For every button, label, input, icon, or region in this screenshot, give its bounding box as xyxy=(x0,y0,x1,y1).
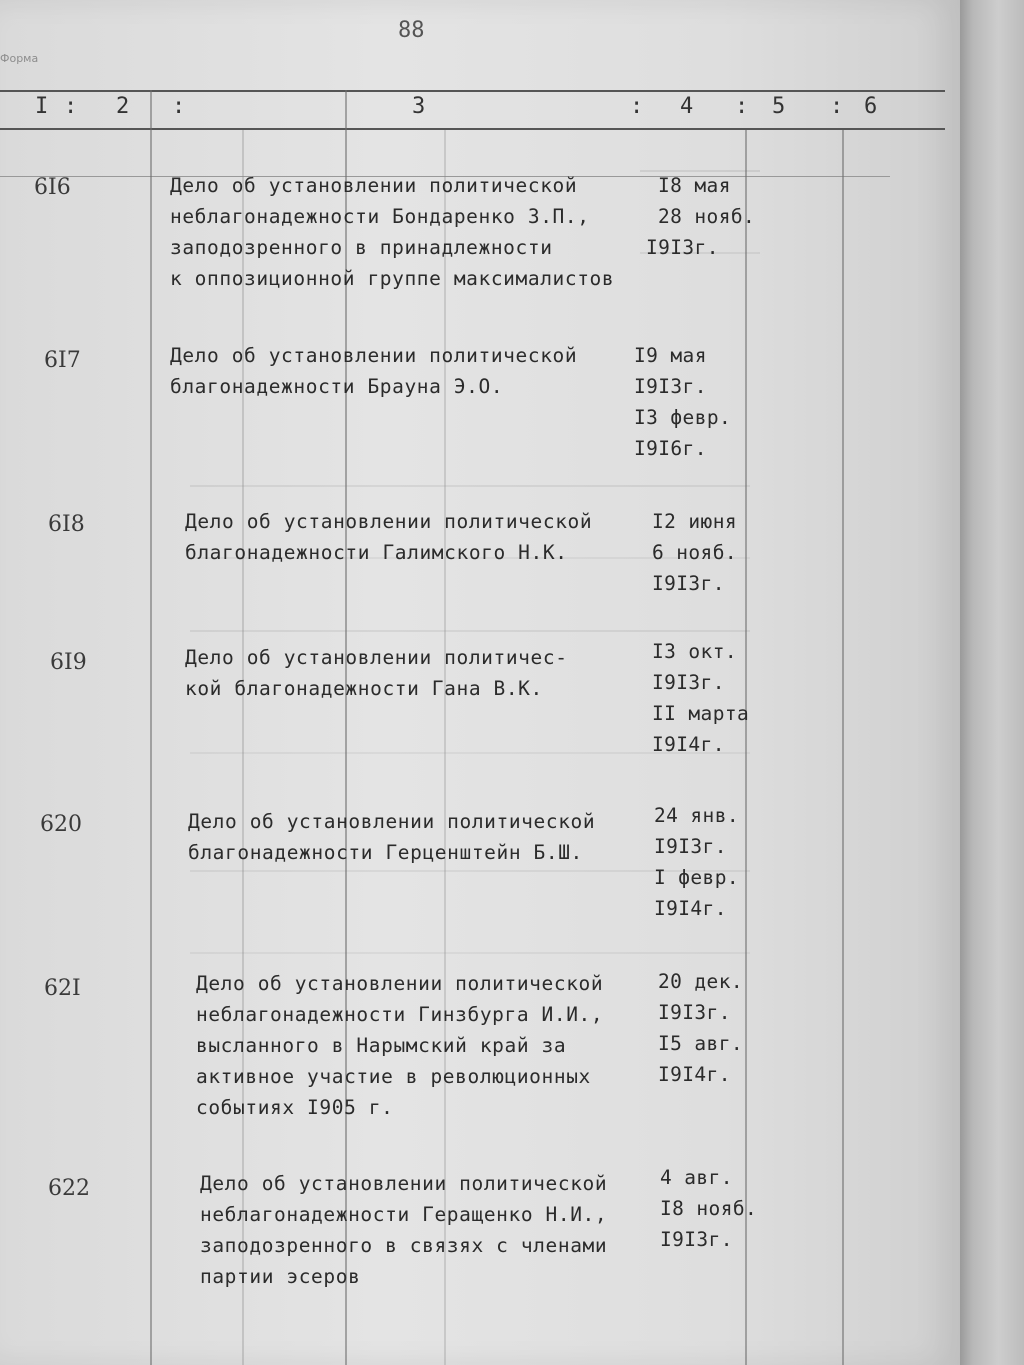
entry-date-line: 20 дек. xyxy=(658,970,743,993)
entry-date-line: I9I4г. xyxy=(654,897,727,920)
entry-number: 6I8 xyxy=(48,512,85,537)
entry-title-line: Дело об установлении политичес- xyxy=(185,646,568,669)
column-separator: : xyxy=(830,94,844,119)
entry-number: 6I9 xyxy=(50,650,87,675)
entry-date-line: I9I6г. xyxy=(634,437,707,460)
header-top-rule xyxy=(0,90,945,92)
entry-title-line: Дело об установлении политической xyxy=(185,510,593,533)
entry-number: 6I7 xyxy=(44,348,81,373)
entry-date-line: II марта xyxy=(652,702,750,725)
entry-dates xyxy=(654,800,739,924)
entry-date-line: I8 мая xyxy=(658,174,731,197)
entry-title xyxy=(170,340,577,402)
entry-title-line: высланного в Нарымский край за xyxy=(196,1034,567,1057)
entry-title xyxy=(200,1168,607,1292)
column-separator: : xyxy=(630,94,644,119)
entry-date-line: 28 нояб. xyxy=(658,205,756,228)
entry-date-line: I9 мая xyxy=(634,344,707,367)
entry-date-line: I9I3г. xyxy=(654,835,727,858)
entry-dates xyxy=(660,1162,757,1255)
entry-date-line: I9I3г. xyxy=(646,236,719,259)
entry-title-line: кой благонадежности Гана В.К. xyxy=(185,677,543,700)
entry-date-line: 24 янв. xyxy=(654,804,739,827)
entry-title-line: неблагонадежности Геращенко Н.И., xyxy=(200,1203,608,1226)
page-number: 88 xyxy=(398,18,425,43)
entry-date-line: I9I4г. xyxy=(658,1063,731,1086)
page-edge xyxy=(960,0,1024,1365)
column-number-4: 4 xyxy=(680,94,694,119)
column-separator: : xyxy=(172,94,186,119)
entry-title-line: Дело об установлении политической xyxy=(170,174,578,197)
entry-title-line: партии эсеров xyxy=(200,1265,361,1288)
column-divider xyxy=(842,130,844,1365)
entry-title-line: к оппозиционной группе максималистов xyxy=(170,267,615,290)
form-stub-label: Форма xyxy=(0,52,39,65)
entry-title xyxy=(185,642,568,704)
entry-title-line: заподозренного в связях с членами xyxy=(200,1234,608,1257)
entry-title-line: событиях I905 г. xyxy=(196,1096,394,1119)
header-bottom-rule xyxy=(0,128,945,130)
entry-title xyxy=(196,968,603,1123)
column-separator: : xyxy=(735,94,749,119)
column-number-2: 2 xyxy=(116,94,130,119)
column-number-5: 5 xyxy=(772,94,786,119)
entry-date-line: I9I3г. xyxy=(634,375,707,398)
entry-dates xyxy=(652,636,749,760)
entry-title xyxy=(185,506,592,568)
column-separator: : xyxy=(64,94,78,119)
column-number-1: I xyxy=(35,94,49,119)
entry-title-line: благонадежности Герценштейн Б.Ш. xyxy=(188,841,583,864)
entry-date-line: I февр. xyxy=(654,866,739,889)
entry-title-line: Дело об установлении политической xyxy=(170,344,578,367)
entry-date-line: I9I4г. xyxy=(652,733,725,756)
entry-title xyxy=(188,806,595,868)
entry-dates xyxy=(658,966,743,1090)
entry-title-line: неблагонадежности Бондаренко З.П., xyxy=(170,205,590,228)
entry-date-line: I8 нояб. xyxy=(660,1197,758,1220)
entry-title xyxy=(170,170,614,294)
entry-number: 620 xyxy=(40,812,82,837)
column-divider xyxy=(150,90,152,1365)
entry-date-line: I5 авг. xyxy=(658,1032,743,1055)
entry-number: 6I6 xyxy=(34,175,71,200)
entry-title-line: неблагонадежности Гинзбурга И.И., xyxy=(196,1003,604,1026)
entry-title-line: Дело об установлении политической xyxy=(200,1172,608,1195)
entry-date-line: I3 февр. xyxy=(634,406,732,429)
entry-date-line: I3 окт. xyxy=(652,640,737,663)
entry-title-line: благонадежности Галимского Н.К. xyxy=(185,541,568,564)
entry-date-line: I9I3г. xyxy=(652,671,725,694)
entry-date-line: 6 нояб. xyxy=(652,541,737,564)
entry-title-line: заподозренного в принадлежности xyxy=(170,236,553,259)
entry-date-line: I9I3г. xyxy=(658,1001,731,1024)
column-number-3: 3 xyxy=(412,94,426,119)
entry-date-line: 4 авг. xyxy=(660,1166,733,1189)
entry-date-line: I9I3г. xyxy=(652,572,725,595)
entry-date-line: I9I3г. xyxy=(660,1228,733,1251)
entry-title-line: Дело об установлении политической xyxy=(188,810,596,833)
entry-dates xyxy=(634,340,731,464)
entry-number: 62I xyxy=(44,976,81,1001)
entry-number: 622 xyxy=(48,1176,90,1201)
entry-dates xyxy=(646,170,756,263)
entry-title-line: Дело об установлении политической xyxy=(196,972,604,995)
entry-dates xyxy=(652,506,737,599)
entry-date-line: I2 июня xyxy=(652,510,737,533)
column-number-6: 6 xyxy=(864,94,878,119)
entry-title-line: благонадежности Брауна Э.О. xyxy=(170,375,504,398)
entry-title-line: активное участие в революционных xyxy=(196,1065,591,1088)
